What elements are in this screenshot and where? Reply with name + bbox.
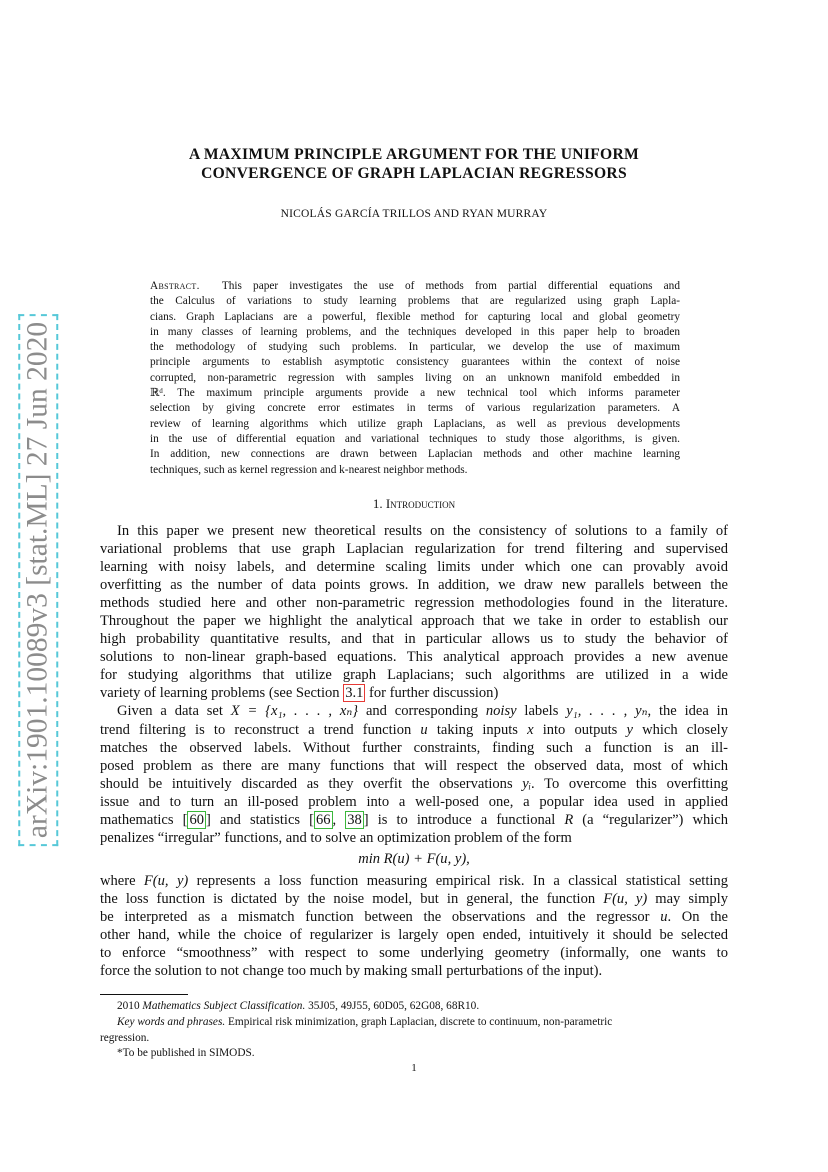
footnote-publication: *To be published in SIMODS.	[117, 1047, 255, 1060]
body-line: the loss function is dictated by the noise model, but in general, the function F(u, y) may simply	[100, 890, 728, 907]
body-line: penalizes “irregular” functions, and to solve an optimization problem of the form	[100, 829, 572, 846]
body-line: In this paper we present new theoretical results on the consistency of solutions to a family of	[117, 523, 728, 539]
citation-link[interactable]: 60	[189, 811, 204, 828]
footnotes	[100, 999, 728, 1062]
body-line: posed problem as there are many functions that will respect the observed data, most of which	[100, 757, 728, 774]
math-inline: F(u, y)	[143, 872, 189, 889]
footnote-keywords-cont: regression.	[100, 1031, 150, 1044]
emphasis: noisy	[485, 703, 517, 720]
abstract-line: in the use of differential equation and variational techniques to study those algorithms, is given.	[150, 432, 680, 445]
body-line: other hand, while the choice of regularizer is largely open ended, intuitively it should be selected	[100, 927, 728, 944]
page-number: 1	[411, 1062, 417, 1074]
arxiv-stamp[interactable]: arXiv:1901.10089v3 [stat.ML] 27 Jun 2020	[18, 314, 58, 846]
abstract-line: selection by giving concrete error estimates in terms of various regularization parameters. A	[150, 402, 680, 415]
abstract-line: ℝᵈ. The maximum principle arguments provide a new technical tool which informs parameter	[150, 387, 680, 400]
body-line: solutions to non-linear graph-based equations. This analytical approach provides a new avenue	[100, 649, 728, 666]
body-line: force the solution to not change too much by making small perturbations of the input).	[100, 963, 603, 980]
authors: NICOLÁS GARCÍA TRILLOS AND RYAN MURRAY	[280, 208, 548, 220]
section-ref-link[interactable]: 3.1	[345, 685, 364, 702]
abstract	[150, 279, 680, 478]
title-line-2: CONVERGENCE OF GRAPH LAPLACIAN REGRESSORS	[201, 165, 627, 182]
body-line: Given a data set X = {x₁, . . . , xₙ} and corresponding noisy labels y₁, . . . , yₙ, the idea in	[117, 703, 728, 720]
body-line: be interpreted as a mismatch function between the observations and the regressor u. On the	[100, 908, 729, 925]
paper-title	[100, 145, 728, 183]
footnote-msc: 2010 Mathematics Subject Classification. 35J05, 49J55, 60D05, 62G08, 68R10.	[117, 1000, 480, 1012]
display-equation: min R(u) + F(u, y),	[358, 850, 470, 867]
body-line: Throughout the paper we highlight the analytical approach that we take in order to establish our	[100, 613, 728, 630]
math-inline: y₁, . . . , yₙ	[566, 703, 648, 720]
body-line: methods studied here and other non-parametric regression methodologies found in the literature.	[100, 595, 728, 612]
body-line: where F(u, y) represents a loss function measuring empirical risk. In a classical statistical setting	[100, 872, 728, 889]
body-line: variational problems that use graph Laplacian regularization for trend filtering and supervised	[100, 541, 728, 558]
math-inline: y	[626, 721, 633, 738]
body-text	[100, 522, 728, 980]
body-line: learning with noisy labels, and determine scaling limits under which one can provably avoid	[100, 559, 728, 576]
abstract-line: techniques, such as kernel regression and k-nearest neighbor methods.	[150, 463, 468, 476]
body-line: issue and to turn an ill-posed problem into a well-posed one, a popular idea used in applied	[100, 793, 728, 810]
body-line: mathematics [ 60 ] and statistics [ 66 , 38 ] is to introduce a functional R (a “regularizer”) which	[100, 811, 728, 828]
abstract-line: corrupted, non-parametric regression with samples living on an unknown manifold embedded in	[150, 371, 680, 384]
abstract-line: the methodology of studying such problems. In particular, we develop the use of maximum	[150, 341, 680, 354]
math-inline: F(u, y)	[603, 890, 648, 907]
body-line: to enforce “smoothness” with respect to some underlying geometry (informally, one wants to	[100, 945, 728, 962]
arxiv-stamp-container	[18, 321, 58, 839]
math-inline: R	[564, 811, 574, 828]
body-line: matches the observed labels. Without further constraints, finding such a function is an ill-	[100, 739, 728, 756]
citation-link[interactable]: 66	[315, 811, 331, 828]
title-line-1: A MAXIMUM PRINCIPLE ARGUMENT FOR THE UNIFORM	[188, 146, 640, 163]
citation-link[interactable]: 38	[347, 811, 362, 828]
body-line: trend filtering is to reconstruct a trend function u taking inputs x into outputs y which closely	[100, 721, 728, 738]
section-title: Introduction	[385, 496, 456, 511]
footnote-keywords: Key words and phrases. Empirical risk minimization, graph Laplacian, discrete to continuum, non-parametric	[117, 1015, 613, 1028]
abstract-line: In addition, new connections are drawn between Laplacian methods and other machine learning	[150, 448, 680, 461]
math-inline: u	[420, 721, 428, 738]
abstract-line: cians. Graph Laplacians are a powerful, flexible method for capturing local and global geometry	[150, 310, 680, 323]
body-line: should be intuitively discarded as they overfit the observations yᵢ. To overcome this overfitting	[100, 775, 728, 792]
section-number: 1.	[372, 496, 383, 511]
math-inline: yᵢ	[522, 775, 532, 792]
math-inline: u	[660, 908, 668, 925]
abstract-line: Abstract. This paper investigates the use of methods from partial differential equations and	[150, 280, 680, 292]
math-inline: X = {x₁, . . . , xₙ}	[230, 703, 359, 720]
abstract-line: in many classes of learning problems, and the techniques developed in this paper help to broaden	[150, 325, 680, 338]
body-line: overfitting as the number of data points grows. In addition, we draw new parallels between the	[100, 577, 728, 594]
abstract-line: review of learning algorithms which utilize graph Laplacians, as well as previous developments	[150, 417, 680, 430]
math-inline: x	[527, 721, 534, 738]
body-line: for studying algorithms that utilize graph Laplacians; such algorithms are utilized in a wide	[100, 667, 728, 684]
abstract-heading: Abstract.	[150, 280, 200, 292]
body-line: high probability quantitative results, and that in particular allows us to study the behavior of	[100, 631, 728, 648]
body-line: variety of learning problems (see Section 3.1 for further discussion)	[100, 685, 499, 702]
abstract-line: principle arguments to establish asymptotic consistency guarantees within the context of noise	[150, 356, 680, 369]
section-heading	[100, 496, 728, 512]
abstract-line: the Calculus of variations to study learning problems that are regularized using graph Lapla-	[150, 295, 680, 308]
footnote-rule	[100, 994, 188, 995]
